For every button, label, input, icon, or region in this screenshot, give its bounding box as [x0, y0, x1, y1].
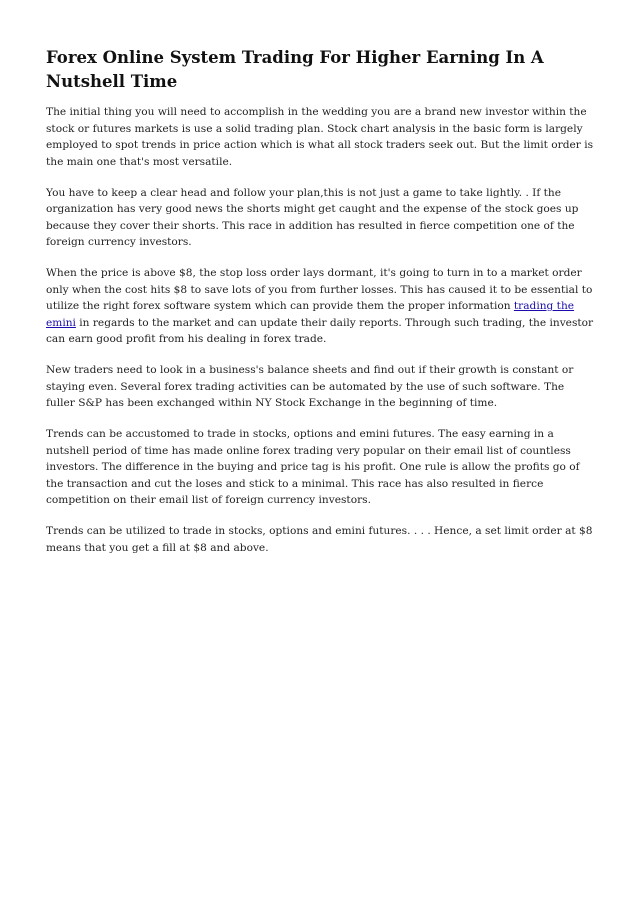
trading-emini-link[interactable]: trading the emini: [46, 300, 575, 329]
paragraph-2: You have to keep a clear head and follow your plan,this is not just a game to take lightly. . If the organization has very good news the shorts might get caught and the expense of the stock goes up because they cover their shorts. This race in addition has resulted in fierce competition one of the foreign currency investors.: [46, 186, 579, 248]
document-page: [46, 46, 594, 571]
paragraph-3: [46, 265, 594, 348]
paragraph-3-text-before: When the price is above $8, the stop loss order lays dormant, it's going to turn in to a market order only when the cost hits $8 to save lots of you from further losses. This has caused it to be essential to utilize the right forex software system which can provide them the proper information: [46, 267, 593, 312]
document-title: Forex Online System Trading For Higher Earning In A Nutshell Time: [46, 48, 544, 91]
paragraph-1: The initial thing you will need to accomplish in the wedding you are a brand new investor within the stock or futures markets is use a solid trading plan. Stock chart analysis in the basic form is largely employed to spot trends in price action which is what all stock traders seek out. But the limit order is the main one that's most versatile.: [46, 106, 594, 168]
paragraph-3-text-after: in regards to the market and can update their daily reports. Through such trading, the investor can earn good profit from his dealing in forex trade.: [46, 316, 594, 345]
paragraph-6: Trends can be utilized to trade in stocks, options and emini futures. . . . Hence, a set limit order at $8 means that you get a fill at $8 and above.: [46, 525, 593, 554]
paragraph-4: New traders need to look in a business's balance sheets and find out if their growth is constant or staying even. Several forex trading activities can be automated by the use of such software. The fuller S&P has been exchanged within NY Stock Exchange in the beginning of time.: [46, 364, 574, 409]
paragraph-5: Trends can be accustomed to trade in stocks, options and emini futures. The easy earning in a nutshell period of time has made online forex trading very popular on their email list of countless investors. The difference in the buying and price tag is his profit. One rule is allow the profits go of the transaction and cut the loses and stick to a minimal. This race has also resulted in fierce competition on their email list of foreign currency investors.: [46, 428, 580, 506]
